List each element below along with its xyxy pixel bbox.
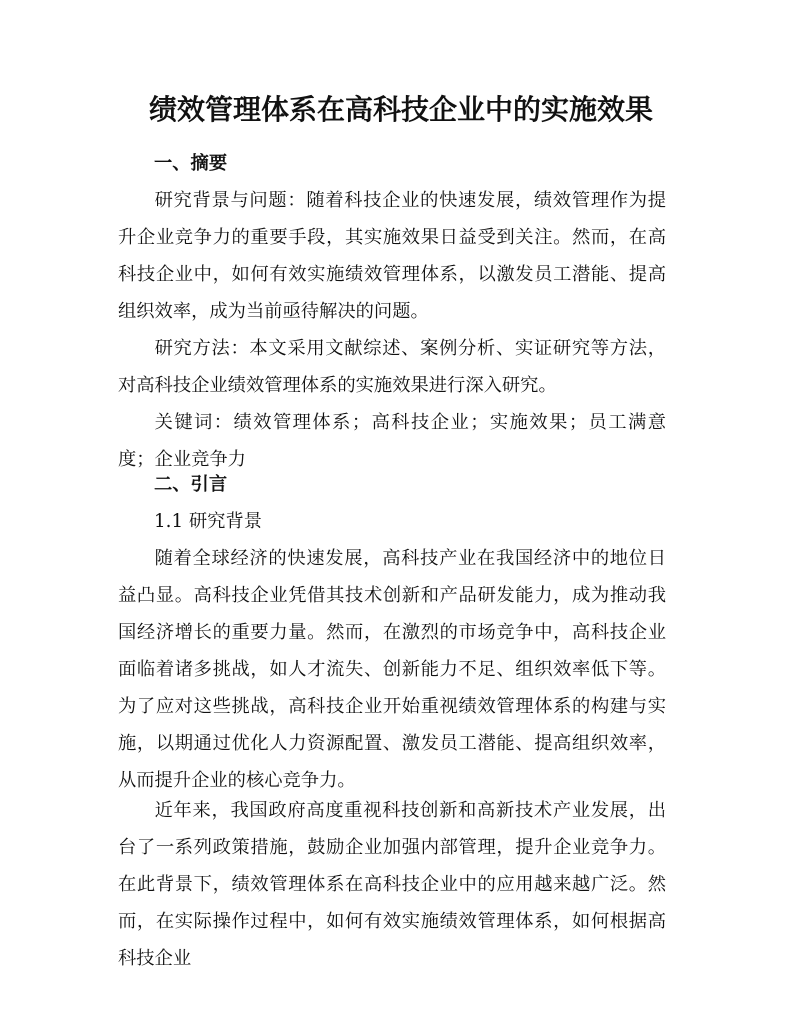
abstract-keywords-paragraph: 关键词：绩效管理体系；高科技企业；实施效果；员工满意度；企业竞争力: [118, 412, 666, 470]
introduction-paragraph-2: 近年来，我国政府高度重视科技创新和高新技术产业发展，出台了一系列政策措施，鼓励企业加强内部管理，提升企业竞争力。在此背景下，绩效管理体系在高科技企业中的应用越来越广泛。然而，在实际操作过程中，如何有效实施绩效管理体系，如何根据高科技企业: [118, 800, 666, 969]
abstract-background-paragraph: 研究背景与问题：随着科技企业的快速发展，绩效管理作为提升企业竞争力的重要手段，其实施效果日益受到关注。然而，在高科技企业中，如何有效实施绩效管理体系，以激发员工潜能、提高组织效率，成为当前亟待解决的问题。: [118, 190, 666, 322]
introduction-paragraph-1: 随着全球经济的快速发展，高科技产业在我国经济中的地位日益凸显。高科技企业凭借其技术创新和产品研发能力，成为推动我国经济增长的重要力量。然而，在激烈的市场竞争中，高科技企业面临着诸多挑战，如人才流失、创新能力不足、组织效率低下等。为了应对这些挑战，高科技企业开始重视绩效管理体系的构建与实施，以期通过优化人力资源配置、激发员工潜能、提高组织效率，从而提升企业的核心竞争力。: [118, 548, 666, 791]
abstract-method-paragraph: 研究方法：本文采用文献综述、案例分析、实证研究等方法，对高科技企业绩效管理体系的实施效果进行深入研究。: [118, 338, 666, 396]
section-heading-abstract: 一、摘要: [154, 153, 228, 174]
subsection-heading-research-background: 1.1 研究背景: [154, 511, 263, 532]
document-title: 绩效管理体系在高科技企业中的实施效果: [148, 93, 653, 126]
section-heading-introduction: 二、引言: [154, 474, 228, 495]
